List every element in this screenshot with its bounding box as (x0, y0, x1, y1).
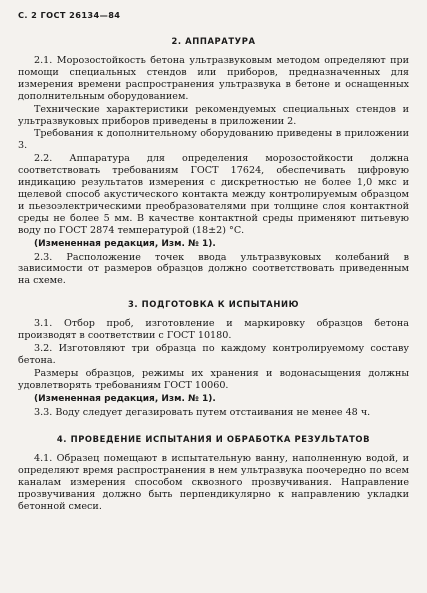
paragraph-2-3: 2.3. Расположение точек ввода ультразвуковых колебаний в зависимости от размеров образцов должно соответствовать приведенным на схеме. (18, 251, 409, 287)
paragraph-sample-sizes: Размеры образцов, режимы их хранения и водонасыщения должны удовлетворять требованиям ГОСТ 10060. (18, 367, 409, 391)
section-apparatus (18, 36, 409, 287)
paragraph-3-3: 3.3. Воду следует дегазировать путем отстаивания не менее 48 ч. (34, 406, 371, 418)
running-header: С. 2 ГОСТ 26134—84 (18, 10, 121, 20)
section-title-preparation: 3. ПОДГОТОВКА К ИСПЫТАНИЮ (127, 299, 300, 310)
paragraph-3-2: 3.2. Изготовляют три образца по каждому контролируемому составу бетона. (18, 343, 409, 366)
paragraph-4-1: 4.1. Образец помещают в испытательную ванну, наполненную водой, и определяют время распространения в нем ультразвука поочередно по всем каналам измерения способом сквозного прозвучивания. Направление прозвучивания должно быть перпендикулярно к направлению укладки бетонной смеси. (18, 453, 409, 513)
section-title-apparatus: 2. АППАРАТУРА (171, 36, 256, 46)
section-testing (18, 434, 409, 513)
amendment-note: (Измененная редакция, Изм. № 1). (34, 238, 216, 249)
paragraph-tech-specs: Технические характеристики рекомендуемых специальных стендов и ультразвуковых приборов приведены в приложении 2. (18, 103, 409, 127)
section-title-testing: 4. ПРОВЕДЕНИЕ ИСПЫТАНИЯ И ОБРАБОТКА РЕЗУЛЬТАТОВ (56, 434, 371, 445)
paragraph-3-1: 3.1. Отбор проб, изготовление и маркировку образцов бетона производят в соответствии с ГОСТ 10180. (18, 318, 409, 342)
section-preparation (18, 299, 409, 418)
paragraph-2-1: 2.1. Морозостойкость бетона ультразвуковым методом определяют при помощи специальных стендов или приборов, предназначенных для измерения времени распространения ультразвука в бетоне и оснащенных дополнительным оборудованием. (18, 55, 409, 102)
paragraph-extra-equipment: Требования к дополнительному оборудованию приведены в приложении 3. (18, 128, 409, 152)
paragraph-2-2: 2.2. Аппаратура для определения морозостойкости должна соответствовать требованиям ГОСТ 17624, обеспечивать цифровую индикацию результатов измерения с дискретностью не более 1,0 мкс и щелевой способ акустического контакта между контролируемым образцом и пьезоэлектрическими преобразователями при толщине слоя контактной среды не более 5 мм. В качестве контактной среды применяют питьевую воду по ГОСТ 2874 температурой (18±2) °С. (18, 153, 409, 236)
amendment-note: (Измененная редакция, Изм. № 1). (34, 393, 216, 404)
